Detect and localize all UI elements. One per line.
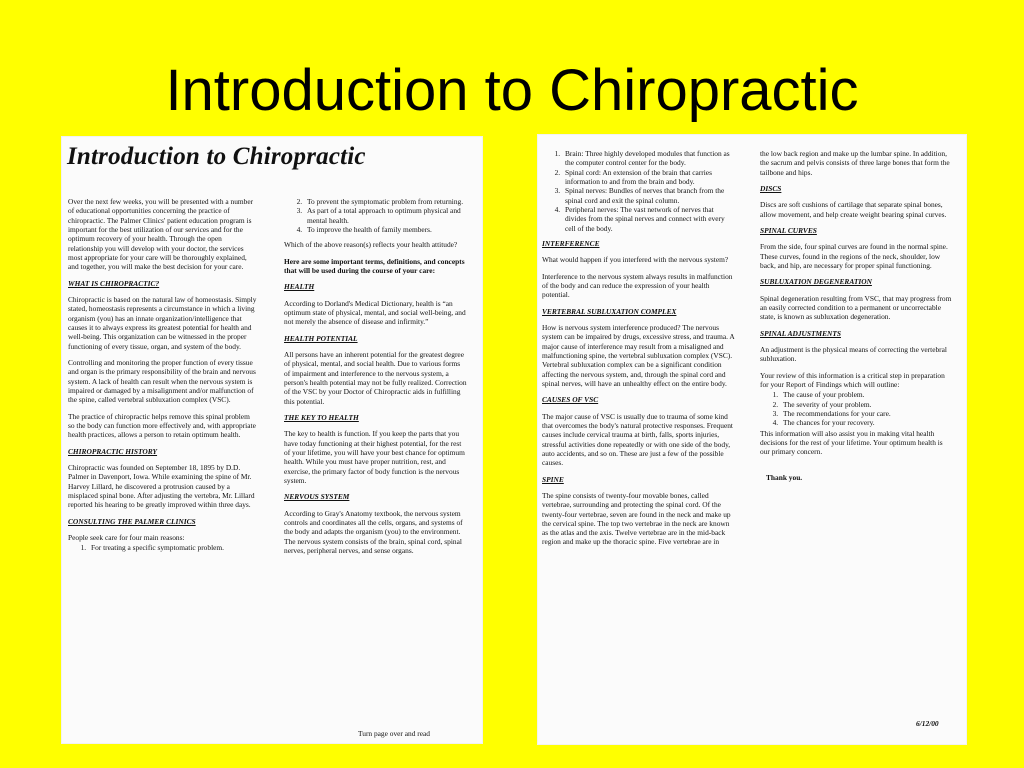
reason-item: 2. To prevent the symptomatic problem from returning. (304, 197, 468, 206)
nervous-paragraph: According to Gray's Anatomy textbook, the nervous system controls and coordinates all the cells, organs, and systems of the body and adapts the organism (you) to the environment. The nervous system consists of the brain, spinal cord, spinal nerves, peripheral nerves, and sense organs. (284, 508, 463, 555)
nervous-system-parts-list (542, 149, 736, 233)
potential-paragraph: All persons have an inherent potential for the greatest degree of physical, mental, and social health. Due to various forms of impairment and interference to the nervous system, a person's health potential may not be fully realized. Correction of the VSC by your Doctor of Chiropractic aids in fulfilling this potential. (284, 349, 467, 406)
page1-column-right (284, 197, 468, 562)
reason-item: 1. For treating a specific symptomatic problem. (88, 543, 258, 552)
heading-consulting-palmer: CONSULTING THE PALMER CLINICS (68, 516, 196, 526)
closing-paragraph: This information will also assist you in making vital health decisions for the rest of your lifetime. Your optimum health is our primary concern. (760, 428, 943, 457)
interference-question: What would happen if you interfered with the nervous system? (542, 255, 729, 265)
what-paragraph-3: The practice of chiropractic helps remove this spinal problem so the body can function more effectively and, with appropriate health practices, allows a person to retain optimum health. (68, 411, 256, 440)
heading-chiropractic-history: CHIROPRACTIC HISTORY (68, 446, 158, 456)
document-title: Introduction to Chiropractic (67, 143, 366, 170)
review-paragraph: Your review of this information is a critical step in preparation for your Report of Findings which will outline: (760, 370, 945, 389)
turn-page-note: Turn page over and read (358, 729, 430, 738)
heading-interference: INTERFERENCE (542, 238, 600, 248)
list-item: 2. The severity of your problem. (780, 400, 954, 409)
curves-paragraph: From the side, four spinal curves are found in the normal spine. These curves, found in the regions of the neck, shoulder, low back, and hip, are necessary for proper spinal functioning. (760, 242, 948, 270)
heading-spine: SPINE (542, 474, 564, 484)
list-item: 4. The chances for your recovery. (780, 418, 954, 427)
slide-title: Introduction to Chiropractic (165, 58, 859, 123)
page1-column-left (68, 197, 258, 559)
vsc-paragraph: How is nervous system interference produced? The nervous system can be impaired by drugs, excessive stress, and trauma. A major cause of interference may result from a misaligned and malfunctioning spine, the vertebral subluxation complex (VSC). Vertebral subluxation complex can be a significant condition affecting the nervous system, and, through the spinal cord and spinal nerves, will have an unhealthy effect on the entire body. (542, 322, 735, 388)
heading-discs: DISCS (760, 183, 782, 193)
document-date: 6/12/00 (916, 719, 939, 728)
document-page-1 (62, 137, 482, 743)
thank-you-text: Thank you. (766, 472, 803, 482)
report-outline-list (760, 390, 954, 427)
history-paragraph: Chiropractic was founded on September 18, 1895 by D.D. Palmer in Davenport, Iowa. While examining the spine of Mr. Harvey Lillard, he discovered a protrusion caused by a misplaced spinal bone. After adjusting the vertebra, Mr. Lillard reported his hearing to be greatly improved within three days. (68, 462, 255, 510)
reasons-list-start (68, 543, 258, 552)
list-item: 1. The cause of your problem. (780, 390, 954, 399)
adjustments-paragraph: An adjustment is the physical means of correcting the vertebral subluxation. (760, 344, 947, 364)
page2-column-left (542, 149, 736, 554)
key-paragraph: The key to health is function. If you keep the parts that you have today functioning at their highest potential, for the rest of your lifetime, you will have your best chance for optimum health. While you must have proper nutrition, rest, and exercise, the primary factor of body function is the nervous system. (284, 429, 465, 485)
heading-nervous-system: NERVOUS SYSTEM (284, 492, 350, 502)
interference-paragraph: Interference to the nervous system always results in malfunction of the body and can reduce the expression of your health potential. (542, 271, 733, 300)
discs-paragraph: Discs are soft cushions of cartilage that separate spinal bones, allow movement, and help create weight bearing spinal curves. (760, 200, 947, 219)
heading-causes-of-vsc: CAUSES OF VSC (542, 395, 599, 405)
page2-column-right (760, 149, 954, 489)
spine-paragraph: The spine consists of twenty-four movable bones, called vertebrae, surrounding and protecting the spinal cord. Of the twenty-four vertebrae, seven are found in the neck and make up the cervical spine. The top two vertebrae in the neck are known as the atlas and the axis. Twelve vertebrae are in the mid-back region and make up the thoracic spine. Five vertebrae are in (542, 490, 731, 547)
reasons-list-continued (284, 197, 468, 234)
heading-spinal-curves: SPINAL CURVES (760, 225, 817, 235)
degeneration-paragraph: Spinal degeneration resulting from VSC, that may progress from an easily corrected condition to a permanent or uncorrectable state, is known as subluxation degeneration. (760, 293, 952, 322)
terms-intro: Here are some important terms, definitions, and concepts that will be used during the course of your care: (284, 256, 465, 275)
heading-vertebral-subluxation: VERTEBRAL SUBLUXATION COMPLEX (542, 306, 677, 316)
heading-subluxation-degeneration: SUBLUXATION DEGENERATION (760, 277, 872, 287)
reason-item: 4. To improve the health of family members. (304, 225, 468, 234)
causes-paragraph: The major cause of VSC is usually due to trauma of some kind that overcomes the body's natural protective responses. Frequent causes include cervical trauma at birth, falls, sports injuries, stressful activities done repeatedly or with one side of the body, auto accidents, and so on. These are just a few of the possible causes. (542, 411, 733, 468)
health-paragraph: According to Dorland's Medical Dictionary, health is “an optimum state of physical, mental, and social well-being, and not merely the absence of disease and infirmity.” (284, 298, 466, 327)
consult-paragraph: People seek care for four main reasons: (68, 532, 185, 542)
heading-spinal-adjustments: SPINAL ADJUSTMENTS (760, 328, 841, 338)
heading-health: HEALTH (284, 282, 315, 292)
what-paragraph-1: Chiropractic is based on the natural law of homeostasis. Simply stated, homeostasis represents a circumstance in which a living organism (you) has an innate organization/intelligence that causes it to always express its greatest potential for health and well-being. This organization can be witnessed in the proper functioning of every tissue, organ, and system of the body. (68, 294, 257, 351)
list-item: 3. Spinal nerves: Bundles of nerves that branch from the spinal cord and exit the spinal column. (562, 186, 736, 205)
list-item: 2. Spinal cord: An extension of the brain that carries information to and from the brain and body. (562, 168, 736, 187)
list-item: 4. Peripheral nerves: The vast network of nerves that divides from the spinal nerves and connect with every cell of the body. (562, 205, 736, 233)
document-page-2 (538, 135, 966, 744)
list-item: 3. The recommendations for your care. (780, 409, 954, 418)
health-attitude-question: Which of the above reason(s) reflects your health attitude? (284, 240, 458, 250)
list-item: 1. Brain: Three highly developed modules that function as the computer control center for the body. (562, 149, 736, 168)
heading-health-potential: HEALTH POTENTIAL (284, 333, 358, 343)
heading-key-to-health: THE KEY TO HEALTH (284, 412, 359, 422)
intro-paragraph: Over the next few weeks, you will be presented with a number of educational opportunities concerning the practice of chiropractic. The Palmer Clinics' patient education program is important for the best utilization of our services and for the optimum recovery of your health. Through the open relationship you will develop with your doctor, the services most appropriate for your care will be thoroughly explained, and together, you will make the best decision for your care. (68, 197, 254, 272)
what-paragraph-2: Controlling and monitoring the proper function of every tissue and organ is the primary responsibility of the brain and nervous system. A lack of health can result when the nervous system is impaired or damaged by a misalignment and/or malfunction of the spine, called vertebral subluxation complex (VSC). (68, 357, 256, 405)
reason-item: 3. As part of a total approach to optimum physical and mental health. (304, 206, 468, 225)
spine-continued-paragraph: the low back region and make up the lumbar spine. In addition, the sacrum and pelvis consists of three large bones that form the tailbone and hips. (760, 149, 950, 177)
heading-what-is-chiropractic: WHAT IS CHIROPRACTIC? (68, 278, 160, 288)
